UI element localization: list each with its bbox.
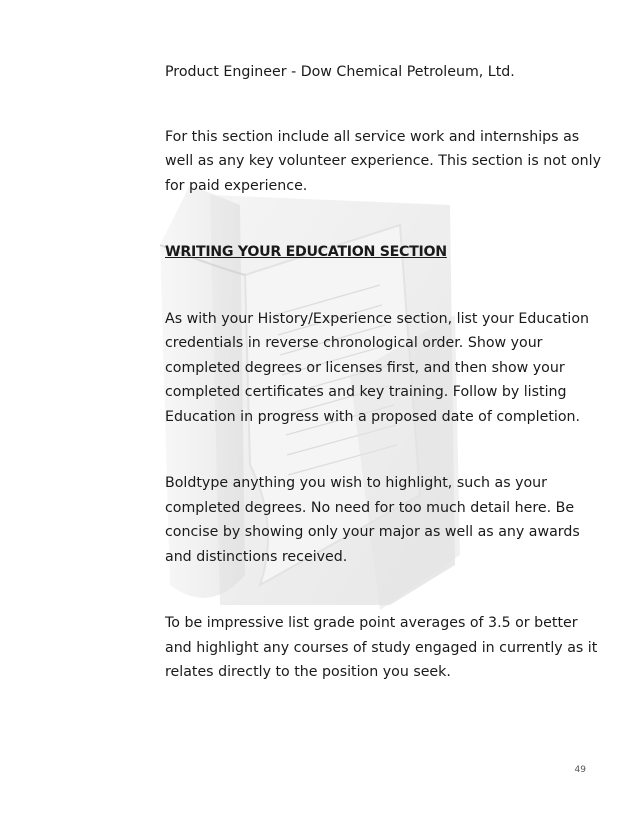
document-body — [165, 60, 605, 685]
page-number: 49 — [574, 765, 586, 775]
boldtype-paragraph: Boldtype anything you wish to highlight, such as your completed degrees. No need for too much detail here. Be concise by showing only your major as well as any awards and distinctions received. — [165, 475, 580, 565]
education-section-heading: WRITING YOUR EDUCATION SECTION — [165, 244, 447, 260]
service-work-paragraph: For this section include all service work and internships as well as any key volunteer experience. This section is not only for paid experience. — [165, 128, 601, 194]
reverse-order-paragraph: As with your History/Experience section, list your Education credentials in reverse chronological order. Show your completed degrees or licenses first, and then show your completed certificates and key training. Follow by listing Education in progress with a proposed date of completion. — [165, 310, 590, 425]
job-title-line: Product Engineer - Dow Chemical Petroleum, Ltd. — [165, 64, 515, 80]
gpa-paragraph: To be impressive list grade point averages of 3.5 or better and highlight any courses of study engaged in currently as it relates directly to the position you seek. — [165, 615, 598, 680]
